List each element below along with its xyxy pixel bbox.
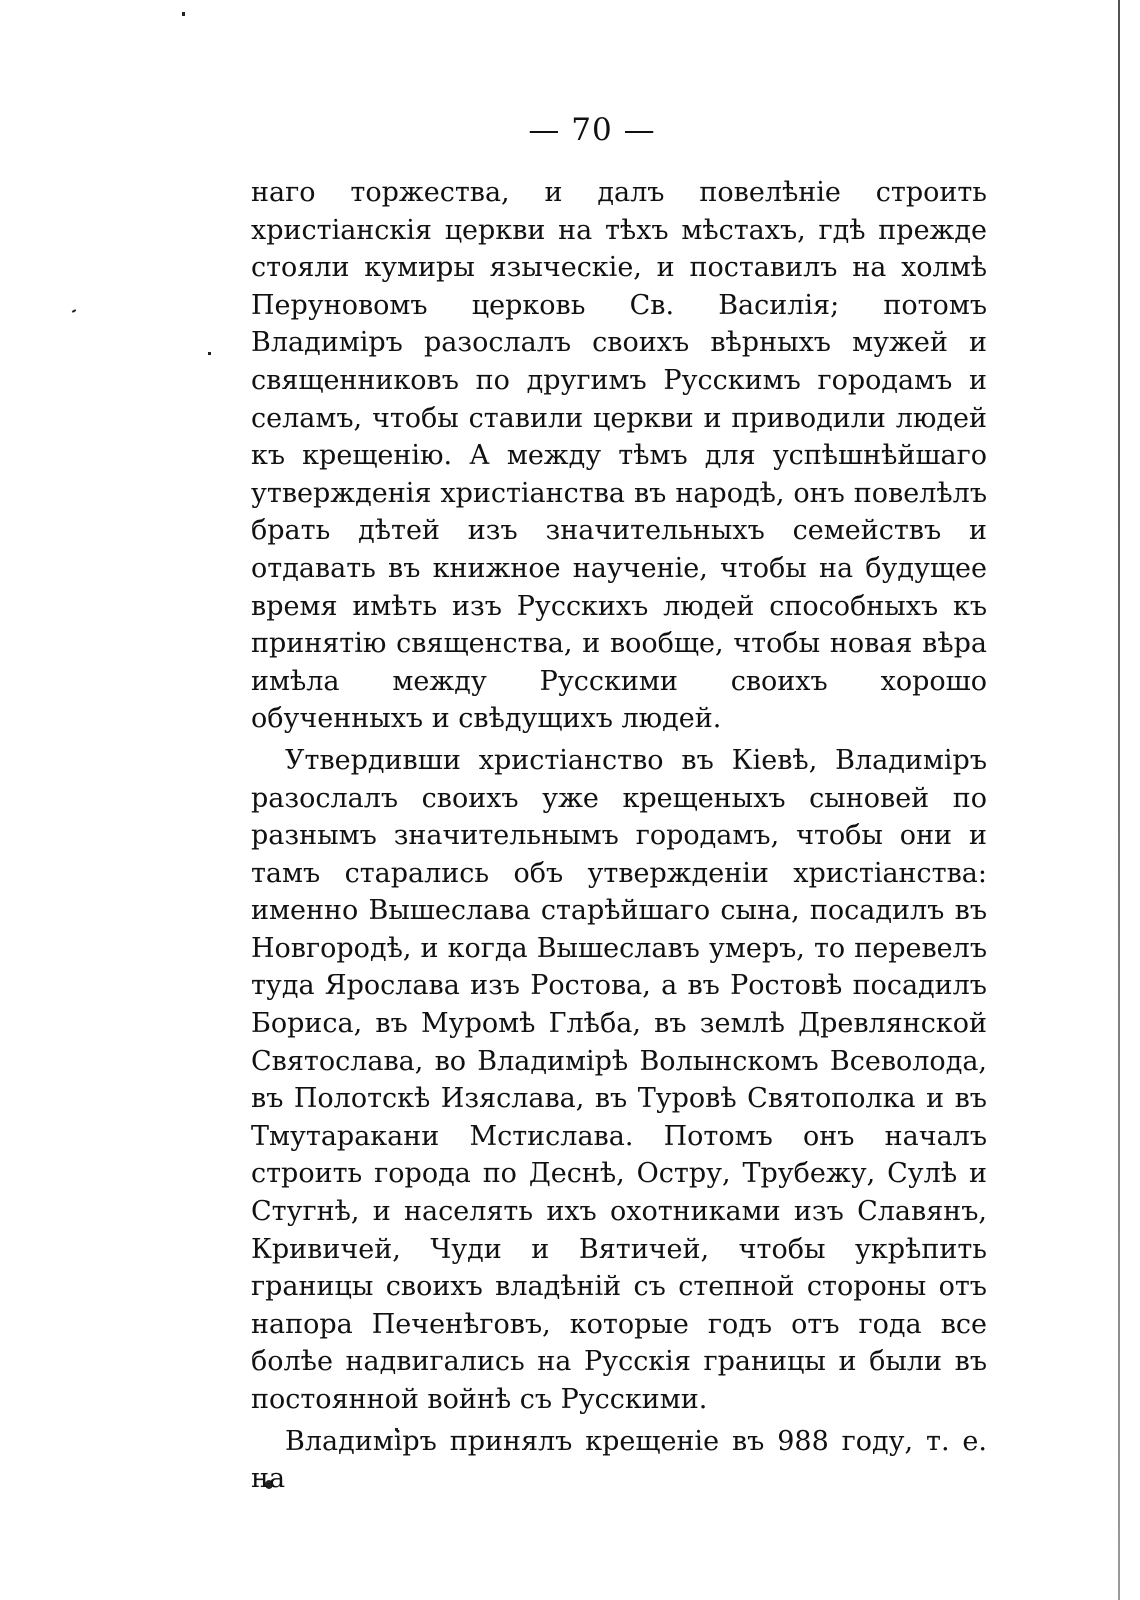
paragraph: Владиміръ принялъ крещеніе въ 988 году, т. е. на bbox=[251, 1425, 987, 1495]
body-text bbox=[251, 174, 987, 1498]
page-edge-shadow bbox=[1118, 0, 1120, 1600]
page-number: — 70 — bbox=[528, 112, 656, 148]
paragraph: Утвердивши христіанство въ Кіевѣ, Владиміръ разослалъ своихъ уже крещеныхъ сыновей по разнымъ значительнымъ городамъ, чтобы они и тамъ старались объ утвержденіи христіанства: именно Вышеслава старѣйшаго сына, посадилъ въ Новгородѣ, и когда Вышеславъ умеръ, то перевелъ туда Ярослава изъ Ростова, а въ Ростовѣ посадилъ Бориса, въ Муромѣ Глѣба, въ землѣ Древлянской Святослава, во Владимірѣ Волынскомъ Всеволода, въ Полотскѣ Изяслава, въ Туровѣ Святополка и въ Тмутаракани Мстислава. Потомъ онъ началъ строить города по Деснѣ, Остру, Трубежу, Сулѣ и Стугнѣ, и населять ихъ охотниками изъ Славянъ, Кривичей, Чуди и Вятичей, чтобы укрѣпить границы своихъ владѣній съ степной стороны отъ напора Печенѣговъ, которые годъ отъ года все болѣе надвигались на Русскія границы и были въ постоянной войнѣ съ Русскими. bbox=[251, 744, 987, 1415]
scan-speck bbox=[72, 309, 76, 313]
paragraph: наго торжества, и далъ повелѣніе строить христіанскія церкви на тѣхъ мѣстахъ, гдѣ прежде стояли кумиры языческіе, и поставилъ на холмѣ Перуновомъ церковь Св. Василія; потомъ Владиміръ разослалъ своихъ вѣрныхъ мужей и священниковъ по другимъ Русскимъ городамъ и селамъ, чтобы ставили церкви и приводили людей къ крещенію. А между тѣмъ для успѣшнѣйшаго утвержденія христіанства въ народѣ, онъ повелѣлъ брать дѣтей изъ значительныхъ семействъ и отдавать въ книжное наученіе, чтобы на будущее время имѣть изъ Русскихъ людей способныхъ къ принятію священства, и вообще, чтобы новая вѣра имѣла между Русскими своихъ хорошо обученныхъ и свѣдущихъ людей. bbox=[251, 177, 987, 735]
scan-speck bbox=[208, 352, 211, 355]
scan-speck bbox=[182, 12, 185, 16]
